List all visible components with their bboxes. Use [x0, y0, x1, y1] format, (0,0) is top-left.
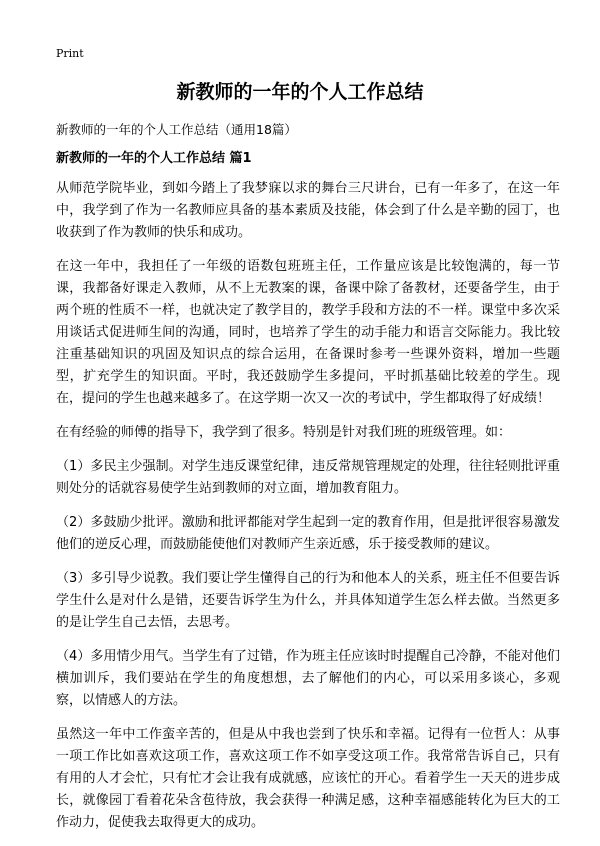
paragraph-mentor: 在有经验的师傅的指导下，我学到了很多。特别是针对我们班的班级管理。如：: [56, 425, 512, 440]
paragraph-point-1: （1）多民主少强制。对学生违反课堂纪律，违反常规管理规定的处理，往往轻则批评重则处分的话就容易使学生站到教师的对立面，增加教育阻力。: [56, 459, 560, 496]
document-body: [56, 178, 560, 846]
document-title: 新教师的一年的个人工作总结: [176, 81, 424, 103]
document-subtitle: 新教师的一年的个人工作总结（通用18篇）: [56, 122, 297, 137]
paragraph-point-2: （2）多鼓励少批评。激励和批评都能对学生起到一定的教育作用，但是批评很容易激发他们的逆反心理，而鼓励能使他们对教师产生亲近感，乐于接受教师的建议。: [56, 515, 560, 552]
paragraph-conclusion: 虽然这一年中工作蛮辛苦的，但是从中我也尝到了快乐和幸福。记得有一位哲人：从事一项工作比如喜欢这项工作，喜欢这项工作不如享受这项工作。我常常告诉自己，只有有用的人才会忙，只有忙才会让我有成就感，应该忙的开心。看着学生一天天的进步成长，就像园丁看着花朵含苞待放，我会获得一种满足感，这种幸福感能转化为巨大的工作动力，促使我去取得更大的成功。: [56, 727, 560, 830]
paragraph-point-3: （3）多引导少说教。我们要让学生懂得自己的行为和他本人的关系，班主任不但要告诉学生什么是对什么是错，还要告诉学生为什么，并具体知道学生怎么样去做。当然更多的是让学生自己去悟，去思考。: [56, 571, 560, 630]
paragraph-point-4: （4）多用情少用气。当学生有了过错，作为班主任应该时时提醒自己冷静，不能对他们横加训斥，我们要站在学生的角度想想，去了解他们的内心，可以采用多谈心，多观察，以情感人的方法。: [56, 649, 560, 708]
paragraph-teaching: 在这一年中，我担任了一年级的语数包班班主任，工作量应该是比较饱满的，每一节课，我都备好课走入教师，从不上无教案的课，备课中除了备教材，还要备学生，由于两个班的性质不一样，也就决定了教学目的，教学手段和方法的不一样。课堂中多次采用谈话式促进师生间的沟通，同时，也培养了学生的动手能力和语言交际能力。我比较注重基础知识的巩固及知识点的综合运用，在备课时参考一些课外资料，增加一些题型，扩充学生的知识面。平时，我还鼓励学生多提问，平时抓基础比较差的学生。现在，提问的学生也越来越多了。在这学期一次又一次的考试中，学生都取得了好成绩！: [56, 259, 560, 406]
section-heading: 新教师的一年的个人工作总结 篇1: [56, 151, 252, 166]
paragraph-intro: 从师范学院毕业，到如今踏上了我梦寐以求的舞台三尺讲台，已有一年多了，在这一年中，我学到了作为一名教师应具备的基本素质及技能，体会到了什么是辛勤的园丁，也收获到了作为教师的快乐和成功。: [56, 181, 560, 240]
print-label[interactable]: Print: [56, 47, 84, 60]
